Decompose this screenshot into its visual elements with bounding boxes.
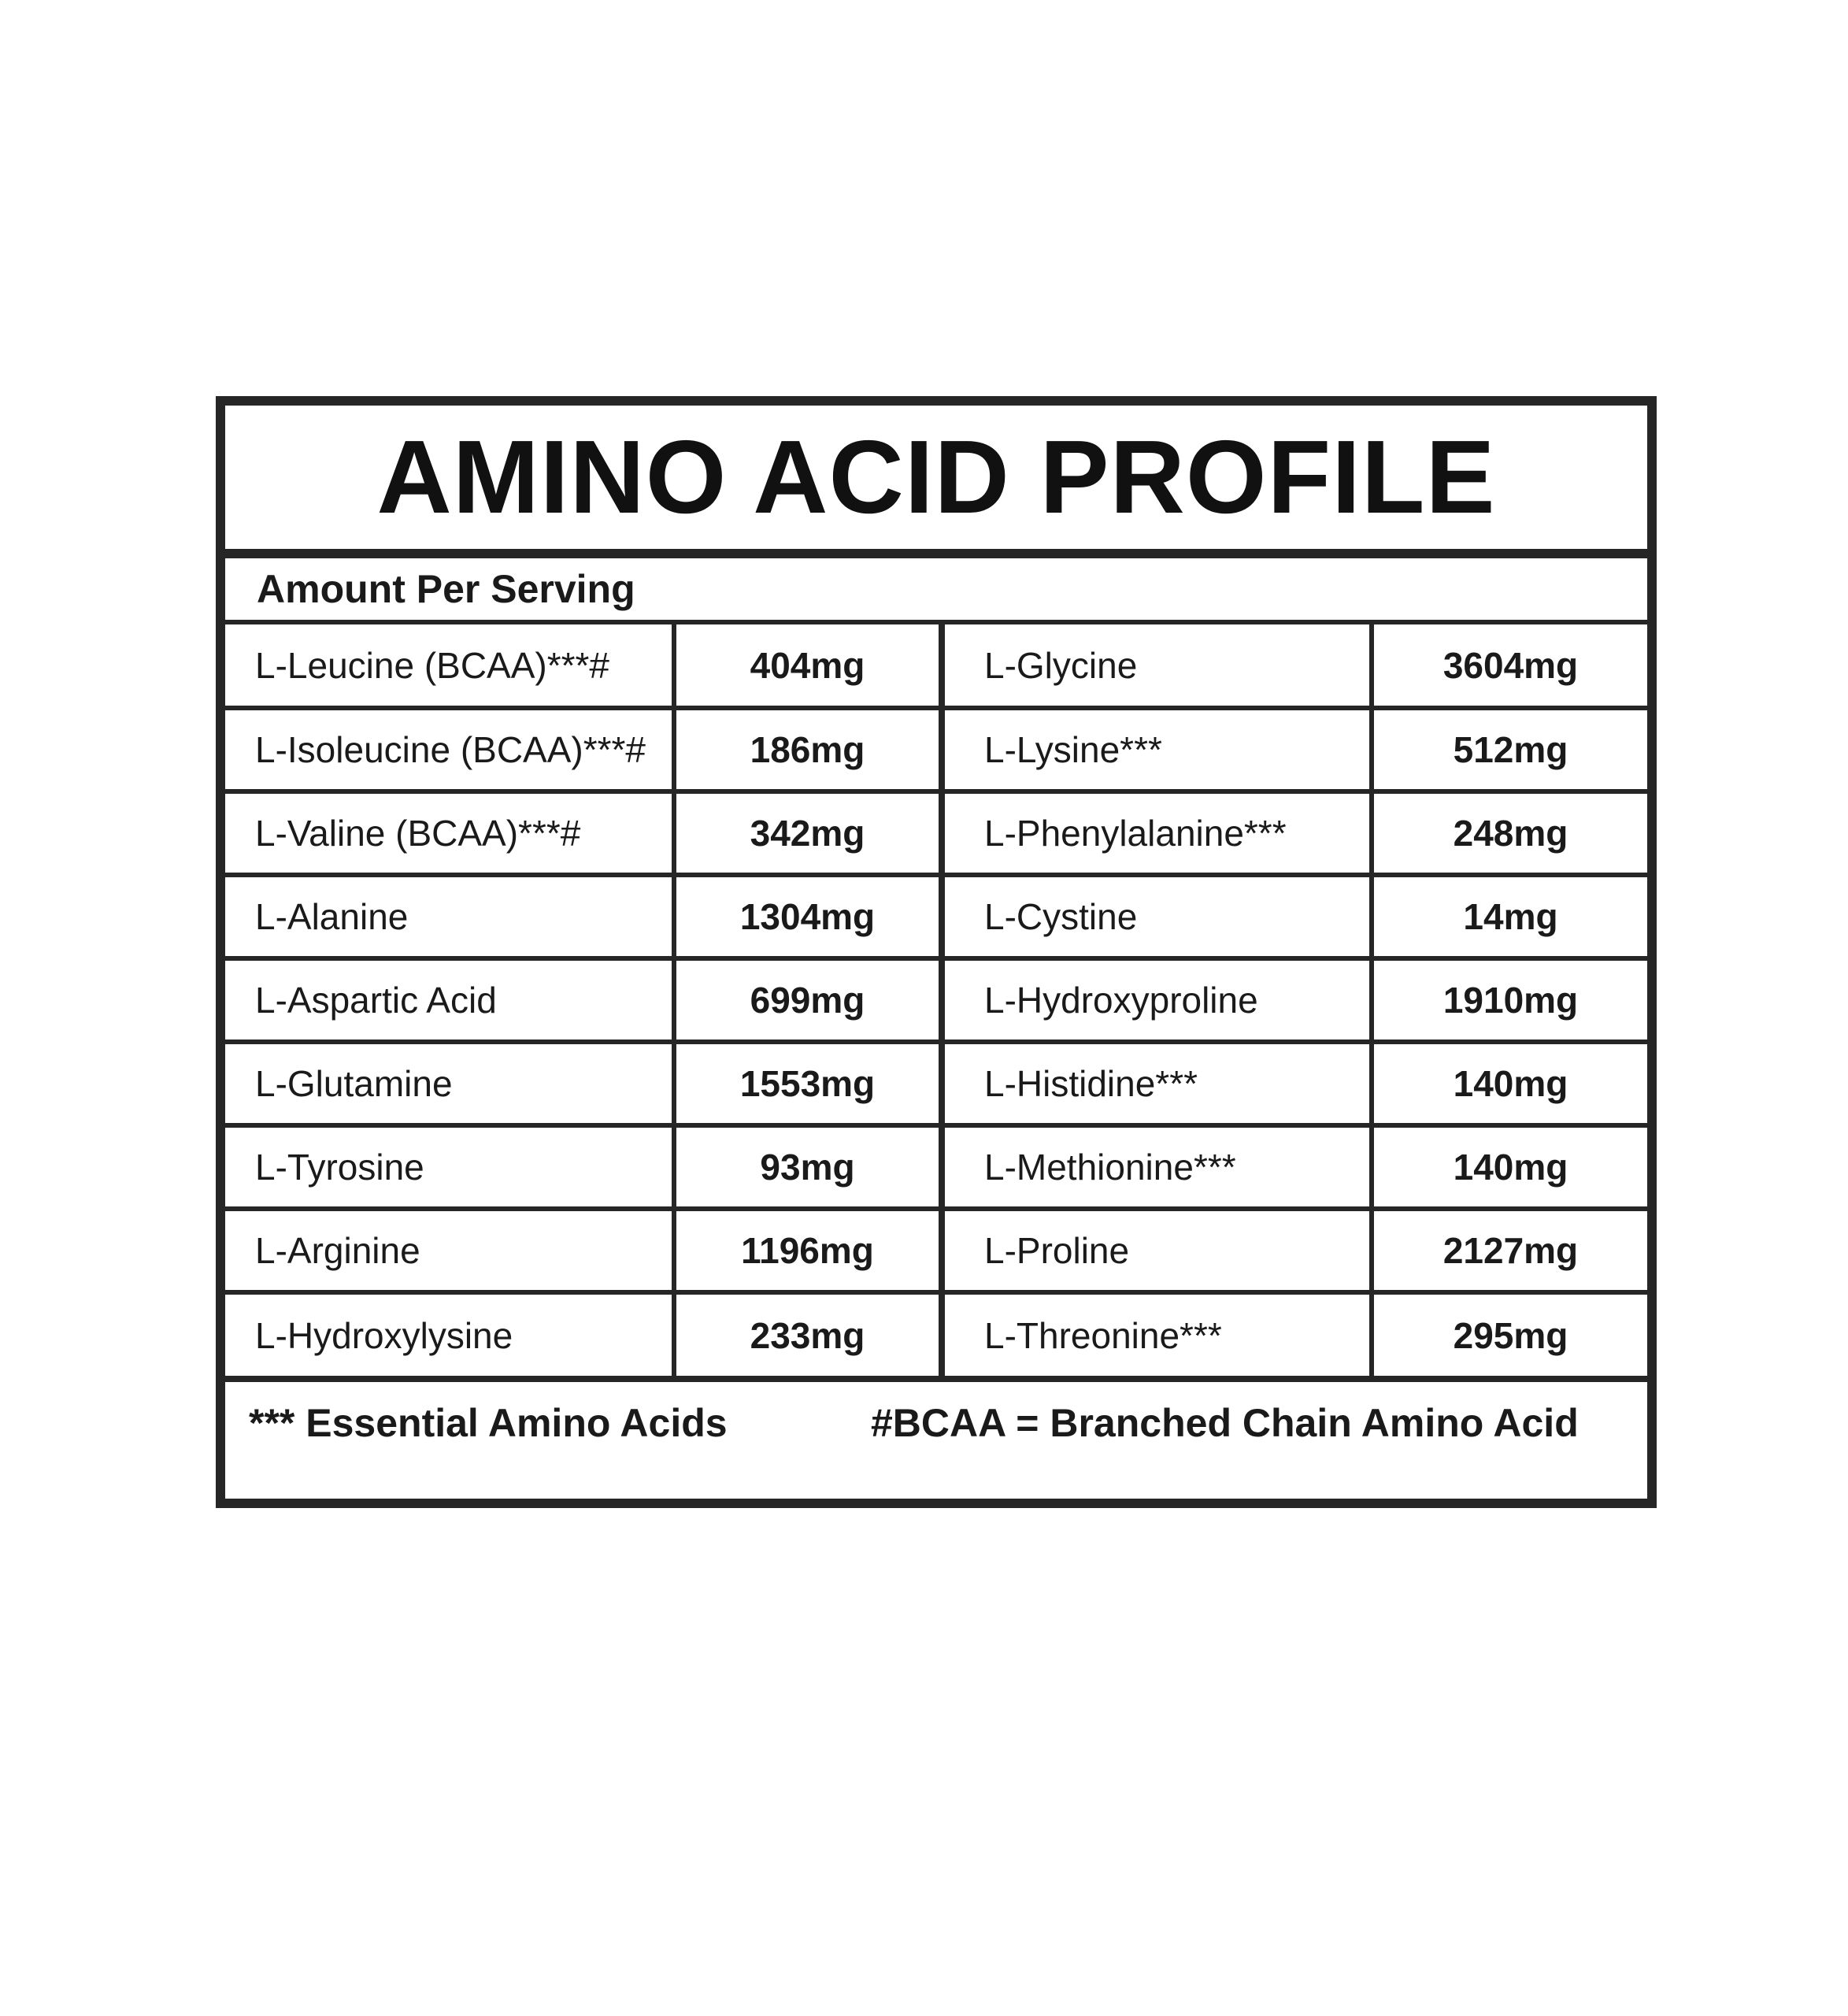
table-row bbox=[225, 1042, 1647, 1125]
essential-amino-acids-note: *** Essential Amino Acids bbox=[249, 1401, 728, 1445]
acid-name: L-Glutamine bbox=[225, 1042, 674, 1125]
acid-amount: 699mg bbox=[674, 958, 942, 1042]
subheading-row bbox=[225, 558, 1647, 624]
acid-name: L-Phenylalanine*** bbox=[942, 791, 1372, 875]
table-row bbox=[225, 1125, 1647, 1209]
acid-name: L-Valine (BCAA)***# bbox=[225, 791, 674, 875]
acid-name: L-Tyrosine bbox=[225, 1125, 674, 1209]
table-row bbox=[225, 958, 1647, 1042]
acid-name: L-Methionine*** bbox=[942, 1125, 1372, 1209]
amino-acid-table bbox=[225, 624, 1647, 1376]
acid-name: L-Arginine bbox=[225, 1209, 674, 1292]
acid-name: L-Threonine*** bbox=[942, 1292, 1372, 1376]
acid-amount: 512mg bbox=[1372, 708, 1647, 791]
acid-name: L-Proline bbox=[942, 1209, 1372, 1292]
acid-amount: 1910mg bbox=[1372, 958, 1647, 1042]
acid-name: L-Hydroxyproline bbox=[942, 958, 1372, 1042]
table-row bbox=[225, 708, 1647, 791]
acid-amount: 93mg bbox=[674, 1125, 942, 1209]
acid-amount: 140mg bbox=[1372, 1125, 1647, 1209]
bcaa-definition-note: #BCAA = Branched Chain Amino Acid bbox=[871, 1401, 1579, 1445]
acid-amount: 233mg bbox=[674, 1292, 942, 1376]
table-row bbox=[225, 875, 1647, 958]
table-row bbox=[225, 1209, 1647, 1292]
acid-amount: 248mg bbox=[1372, 791, 1647, 875]
acid-name: L-Glycine bbox=[942, 624, 1372, 708]
acid-name: L-Leucine (BCAA)***# bbox=[255, 644, 610, 686]
acid-amount: 186mg bbox=[674, 708, 942, 791]
acid-name: L-Histidine*** bbox=[942, 1042, 1372, 1125]
amino-acid-profile-panel bbox=[216, 396, 1657, 1508]
acid-amount: 1553mg bbox=[674, 1042, 942, 1125]
acid-name: L-Isoleucine (BCAA)***# bbox=[225, 708, 674, 791]
table-row bbox=[225, 791, 1647, 875]
title-row bbox=[225, 406, 1647, 558]
acid-amount: 295mg bbox=[1372, 1292, 1647, 1376]
acid-amount: 1196mg bbox=[674, 1209, 942, 1292]
footnote-row bbox=[225, 1376, 1647, 1464]
acid-name: L-Hydroxylysine bbox=[225, 1292, 674, 1376]
acid-name: L-Alanine bbox=[225, 875, 674, 958]
table-row bbox=[225, 1292, 1647, 1376]
acid-amount: 140mg bbox=[1372, 1042, 1647, 1125]
acid-amount: 404mg bbox=[674, 624, 942, 708]
acid-name: L-Aspartic Acid bbox=[225, 958, 674, 1042]
acid-amount: 342mg bbox=[674, 791, 942, 875]
acid-name: L-Cystine bbox=[942, 875, 1372, 958]
acid-name: L-Lysine*** bbox=[942, 708, 1372, 791]
page-title: AMINO ACID PROFILE bbox=[376, 419, 1496, 535]
acid-amount: 14mg bbox=[1372, 875, 1647, 958]
acid-amount: 2127mg bbox=[1372, 1209, 1647, 1292]
amount-per-serving-label: Amount Per Serving bbox=[257, 567, 635, 611]
acid-amount: 1304mg bbox=[674, 875, 942, 958]
table-row bbox=[225, 624, 1647, 708]
acid-amount: 3604mg bbox=[1372, 624, 1647, 708]
